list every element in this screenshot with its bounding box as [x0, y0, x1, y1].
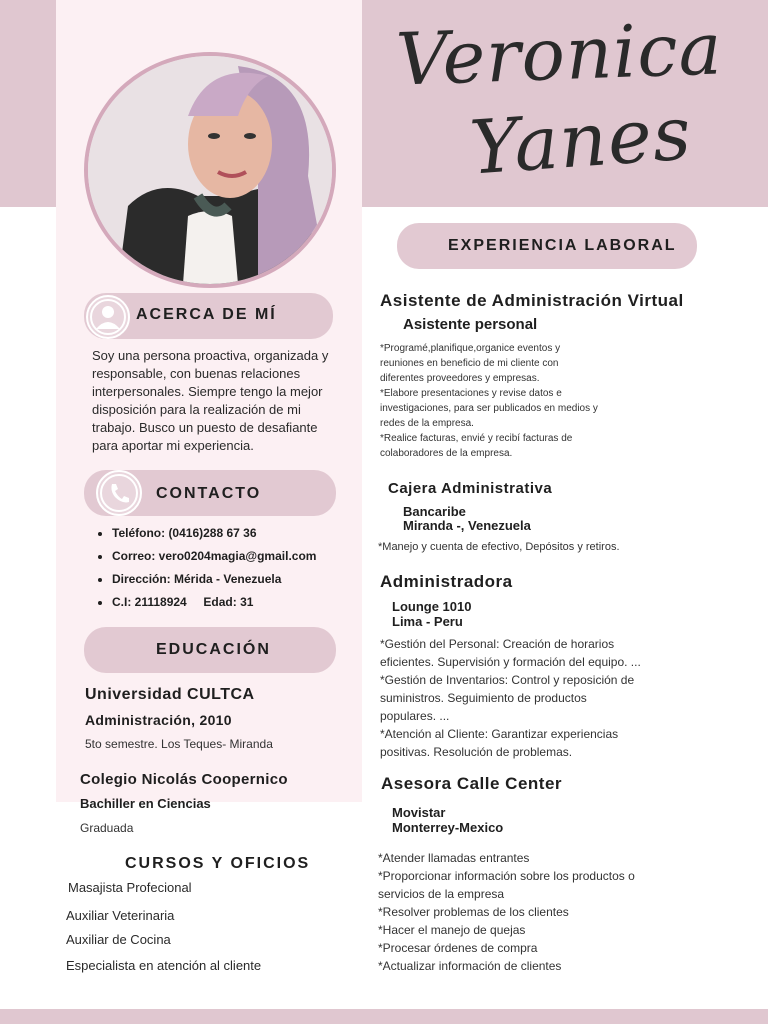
course-item: Masajista Profecional — [68, 880, 192, 895]
footer-band — [0, 1009, 768, 1024]
job-line: *Atender llamadas entrantes — [378, 851, 530, 865]
last-name: Yanes — [467, 90, 695, 192]
job-line: *Manejo y cuenta de efectivo, Depósitos y retiros. — [378, 541, 620, 553]
job-line: redes de la empresa. — [380, 418, 474, 429]
job-line: diferentes proveedores y empresas. — [380, 373, 540, 384]
first-name: Veronica — [394, 6, 724, 102]
job-line: *Procesar órdenes de compra — [378, 941, 538, 955]
job-line: suministros. Seguimiento de productos — [380, 691, 587, 705]
job-line: eficientes. Supervisión y formación del equipo. ... — [380, 655, 641, 669]
education-detail-2: Graduada — [80, 821, 134, 835]
job-line: investigaciones, para ser publicados en medios y — [380, 403, 598, 414]
about-text: Soy una persona proactiva, organizada y responsable, con buenas relaciones interpersonales. Siempre tengo la mejor disposición para la realización de mi trabajo. Busco un puesto de desafiante para aportar mi experiencia. — [92, 348, 329, 453]
job-line: *Realice facturas, envié y recibí facturas de — [380, 433, 573, 444]
contact-id-age: • C.I: 21118924 Edad: 31 — [112, 591, 360, 614]
job-line: *Gestión del Personal: Creación de horarios — [380, 637, 615, 651]
job-title: Asesora Calle Center — [381, 774, 563, 793]
job-line: reuniones en beneficio de mi cliente con — [380, 358, 559, 369]
job-description — [380, 341, 598, 461]
job-line: *Elabore presentaciones y revise datos e — [380, 388, 562, 399]
education-degree-2: Bachiller en Ciencias — [80, 796, 211, 811]
course-item: Auxiliar de Cocina — [66, 932, 171, 947]
job-company: Movistar — [392, 805, 446, 820]
job-location: Miranda -, Venezuela — [403, 518, 531, 533]
course-item: Auxiliar Veterinaria — [66, 908, 175, 923]
job-line: *Resolver problemas de los clientes — [378, 905, 569, 919]
job-line: *Actualizar información de clientes — [378, 959, 562, 973]
job-line: positivas. Resolución de problemas. — [380, 745, 573, 759]
job-company: Bancaribe — [403, 504, 466, 519]
job-title: Cajera Administrativa — [388, 480, 553, 497]
contact-address: • Dirección: Mérida - Venezuela — [112, 568, 360, 591]
job-line: *Programé,planifique,organice eventos y — [380, 343, 561, 354]
education-school-2: Colegio Nicolás Coopernico — [80, 771, 288, 788]
job-line: *Proporcionar información sobre los productos o — [378, 869, 635, 883]
job-title: Asistente de Administración Virtual — [380, 291, 684, 310]
job-description — [378, 849, 635, 975]
job-line: *Hacer el manejo de quejas — [378, 923, 526, 937]
job-location: Monterrey-Mexico — [392, 820, 504, 835]
job-company: Lounge 1010 — [392, 599, 472, 614]
portrait-photo-icon — [88, 56, 332, 284]
job-location: Lima - Peru — [392, 614, 463, 629]
job-line: servicios de la empresa — [378, 887, 505, 901]
profile-photo — [84, 52, 336, 288]
contact-list — [90, 522, 360, 614]
experience-title: EXPERIENCIA LABORAL — [448, 237, 677, 254]
job-line: *Atención al Cliente: Garantizar experiencias — [380, 727, 619, 741]
contact-title: CONTACTO — [156, 485, 262, 502]
user-icon — [86, 295, 130, 339]
education-school-1: Universidad CULTCA — [85, 686, 255, 703]
job-line: colaboradores de la empresa. — [380, 448, 513, 459]
job-subtitle: Asistente personal — [403, 316, 538, 333]
contact-email: • Correo: vero0204magia@gmail.com — [112, 545, 360, 568]
job-description — [380, 635, 641, 761]
phone-icon — [96, 470, 142, 516]
courses-title: CURSOS Y OFICIOS — [125, 855, 311, 872]
education-degree-1: Administración, 2010 — [85, 712, 232, 728]
contact-phone: • Teléfono: (0416)288 67 36 — [112, 522, 360, 545]
about-title: ACERCA DE MÍ — [136, 306, 277, 323]
education-title: EDUCACIÓN — [156, 641, 271, 658]
job-title: Administradora — [380, 572, 513, 591]
education-detail-1: 5to semestre. Los Teques- Miranda — [85, 737, 273, 751]
job-line: populares. ... — [380, 709, 450, 723]
course-item: Especialista en atención al cliente — [66, 958, 262, 973]
job-line: *Gestión de Inventarios: Control y reposición de — [380, 673, 635, 687]
